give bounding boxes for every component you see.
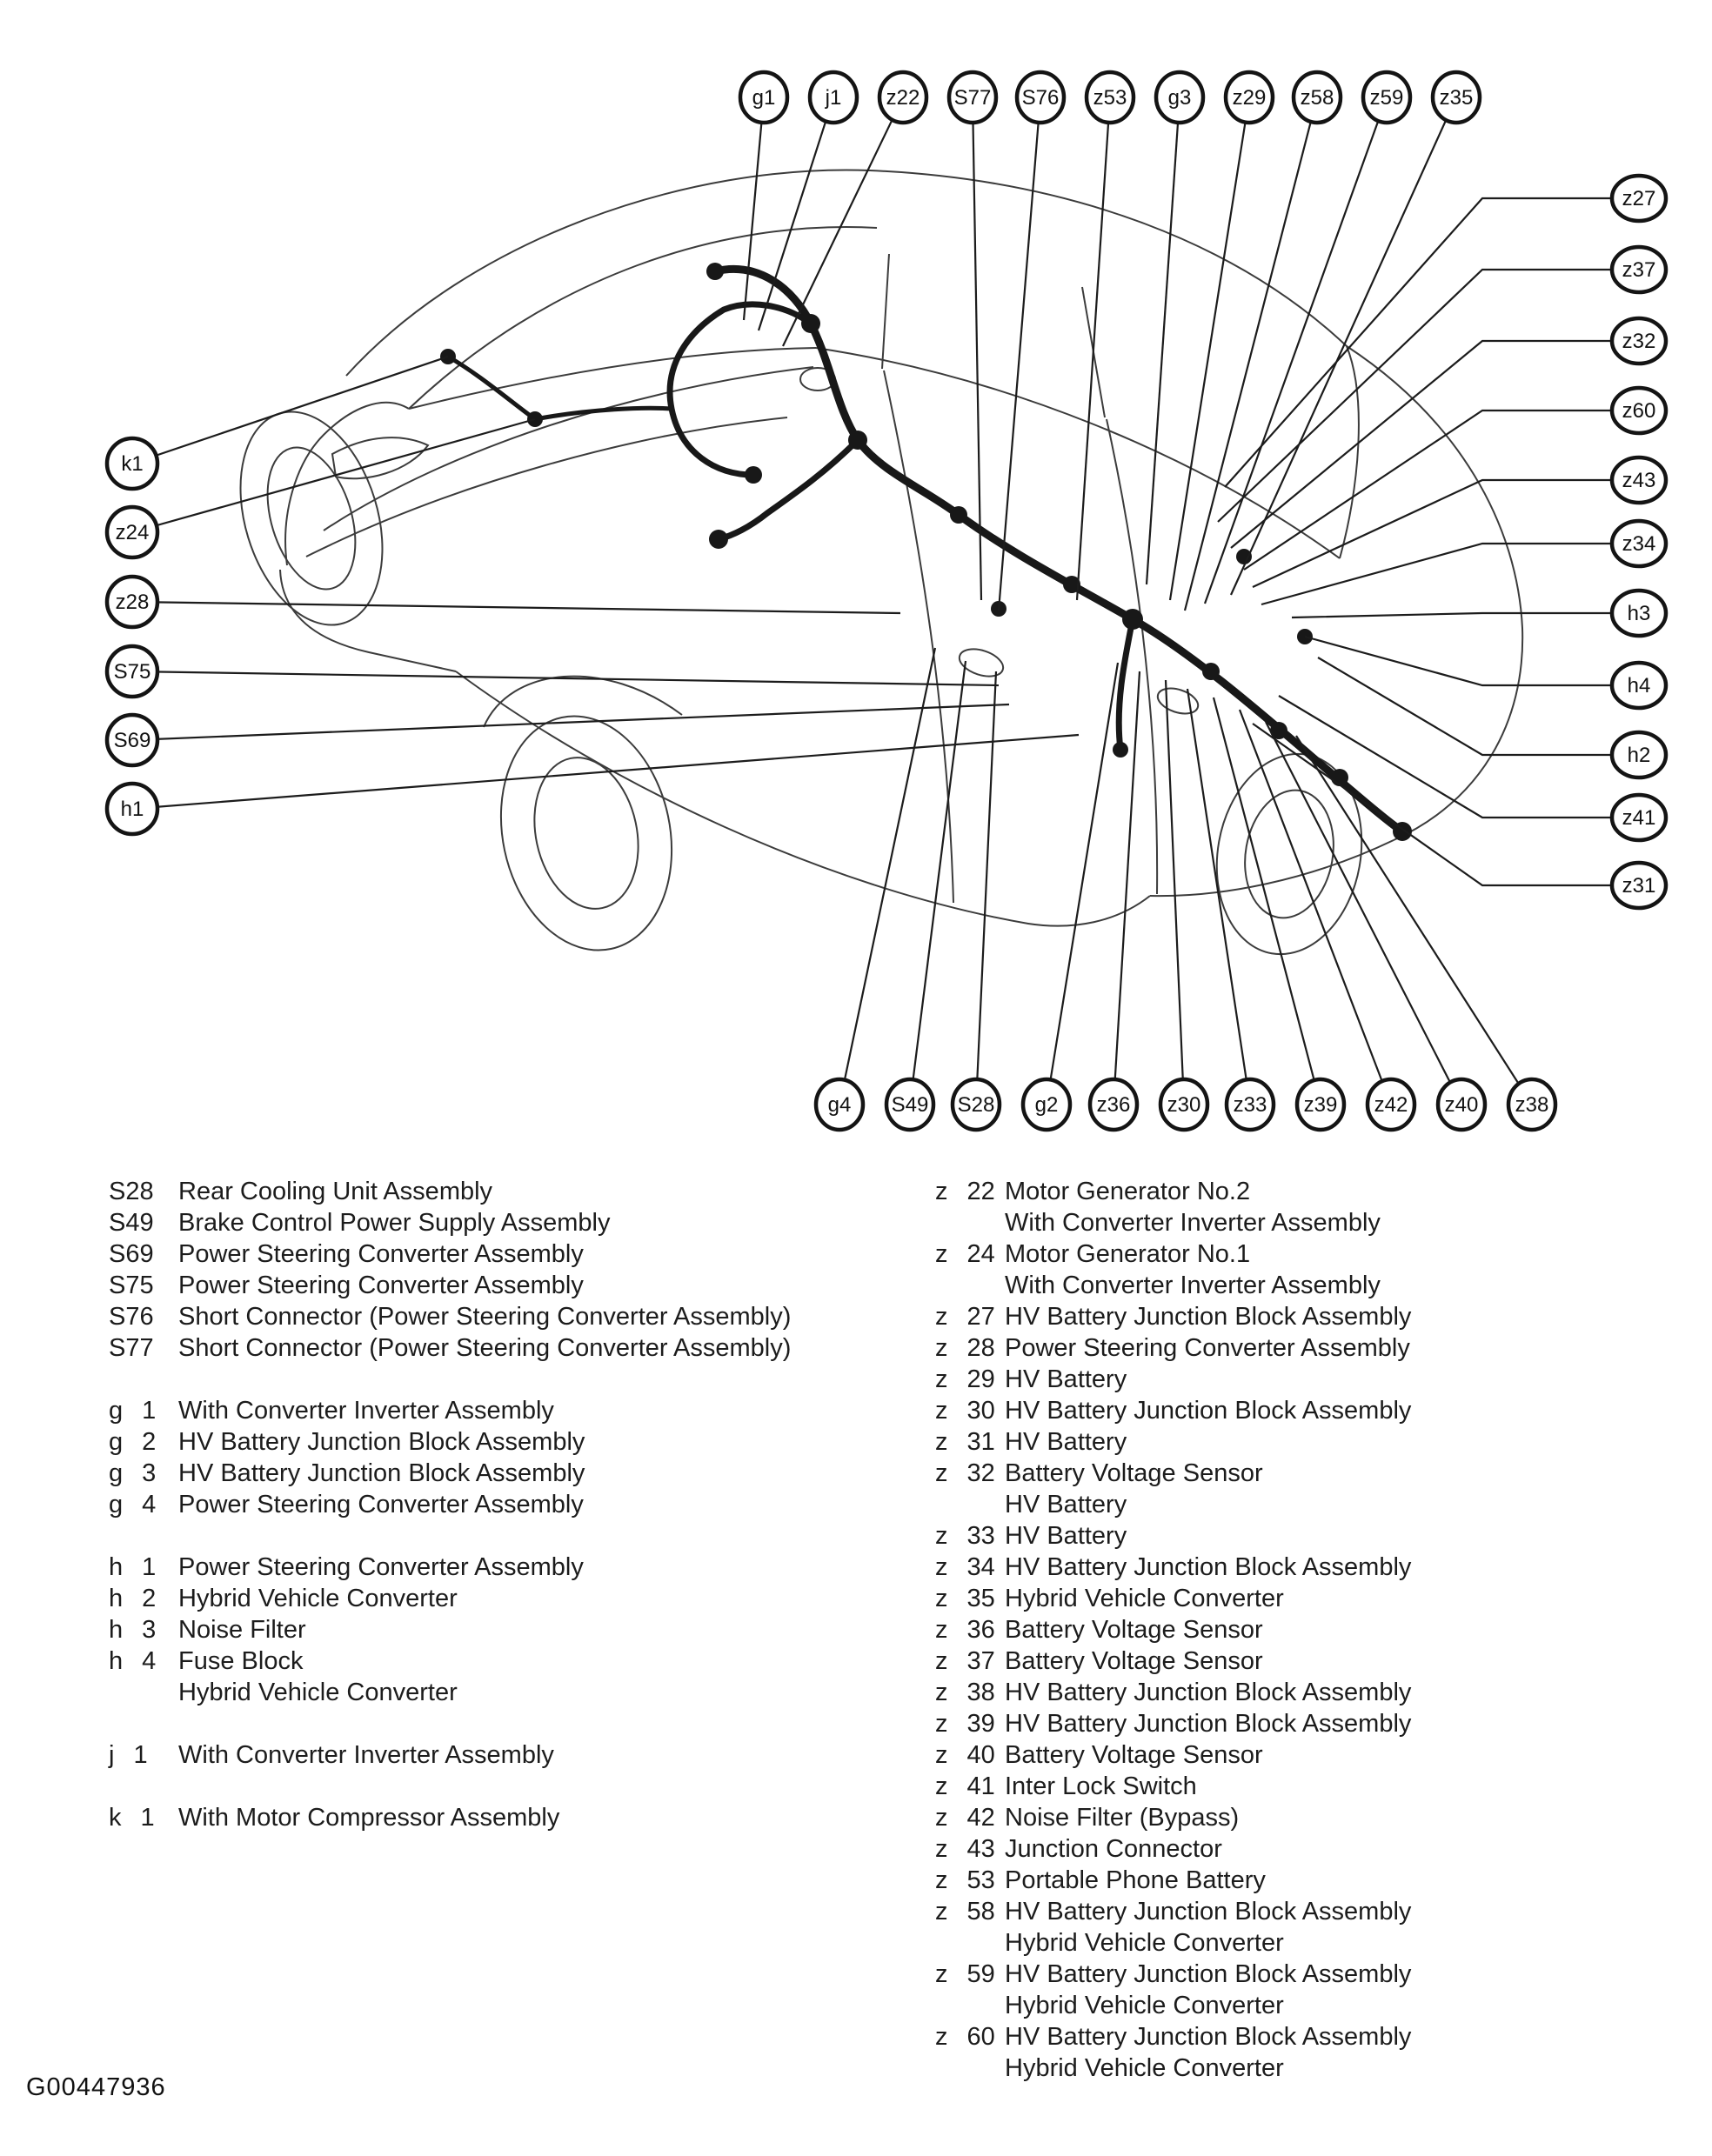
legend-item-desc — [1005, 1332, 1683, 1364]
legend-item-desc-line: Hybrid Vehicle Converter — [178, 1679, 458, 1706]
callout-label-z41: z41 — [1622, 806, 1656, 830]
leader-line-g3 — [1147, 97, 1180, 584]
legend-item-code: h 4 — [109, 1647, 157, 1675]
car-hood-line — [324, 367, 813, 531]
legend-item-desc-line: With Converter Inverter Assembly — [1005, 1272, 1381, 1299]
legend-item — [935, 1677, 1683, 1708]
legend-group — [935, 1176, 1683, 2084]
legend-item-code: z 35 — [935, 1585, 995, 1612]
car-far-wheel-inner — [1235, 783, 1343, 924]
legend-item-desc — [1005, 1520, 1683, 1552]
leader-line-z42 — [1240, 710, 1391, 1105]
legend-item-code: S69 — [109, 1240, 154, 1268]
legend-item — [109, 1270, 892, 1301]
legend-item-desc — [178, 1207, 892, 1238]
legend-item-desc-line: With Converter Inverter Assembly — [178, 1397, 554, 1425]
legend-item — [935, 1364, 1683, 1395]
legend-item-code: h 2 — [109, 1585, 157, 1612]
legend-item-code: S49 — [109, 1209, 154, 1237]
legend-item-code: z 34 — [935, 1553, 995, 1581]
legend-item-desc — [1005, 1865, 1683, 1896]
legend-item-desc-line: HV Battery Junction Block Assembly — [1005, 1553, 1412, 1581]
callout-label-z37: z37 — [1622, 258, 1656, 282]
legend-item — [935, 1771, 1683, 1802]
legend-item — [935, 1614, 1683, 1645]
legend-item — [935, 1896, 1683, 1959]
legend-item-desc-line: Hybrid Vehicle Converter — [1005, 1992, 1284, 2019]
callout-label-j1: j1 — [825, 86, 842, 110]
callout-label-S75: S75 — [113, 660, 151, 684]
harness-branch-engine — [670, 304, 811, 475]
legend-item-desc — [178, 1802, 892, 1833]
harness-branch-rear — [1119, 619, 1133, 750]
legend-item-desc — [178, 1583, 892, 1614]
legend-item-desc-line: HV Battery Junction Block Assembly — [178, 1428, 585, 1456]
legend-group — [109, 1802, 892, 1833]
legend-item-code: z 36 — [935, 1616, 995, 1644]
callout-label-S77: S77 — [953, 86, 992, 110]
legend-item-code: z 58 — [935, 1898, 995, 1926]
legend-item — [109, 1458, 892, 1489]
legend-item-desc-line: Hybrid Vehicle Converter — [1005, 1585, 1284, 1612]
legend-item-desc — [178, 1301, 892, 1332]
legend-item-desc-line: HV Battery Junction Block Assembly — [1005, 2023, 1412, 2051]
leader-line-z39 — [1214, 698, 1321, 1105]
legend-item-desc-line: Hybrid Vehicle Converter — [1005, 2054, 1284, 2082]
legend-item-code: g 2 — [109, 1428, 157, 1456]
legend-item-desc-line: HV Battery Junction Block Assembly — [178, 1459, 585, 1487]
leader-line-z53 — [1077, 97, 1110, 600]
leader-line-S75 — [132, 671, 999, 685]
car-rear-wheel-outer — [480, 700, 692, 966]
legend-left-column — [109, 1176, 892, 1833]
leader-line-z28 — [132, 602, 900, 613]
callout-label-g4: g4 — [827, 1093, 852, 1117]
legend-item — [935, 1176, 1683, 1238]
car-far-wheel-outer — [1201, 743, 1377, 966]
legend-item-code: z 27 — [935, 1303, 995, 1331]
callout-label-z42: z42 — [1374, 1093, 1408, 1117]
leader-line-S69 — [132, 704, 1009, 740]
legend-item-desc — [1005, 1614, 1683, 1645]
legend-item-code: S75 — [109, 1272, 154, 1299]
leader-line-z31 — [1253, 724, 1639, 885]
legend-item-desc — [1005, 1677, 1683, 1708]
legend-item-desc — [178, 1176, 892, 1207]
legend-item-code: h 3 — [109, 1616, 157, 1644]
callout-label-g1: g1 — [752, 86, 776, 110]
callout-label-g3: g3 — [1167, 86, 1192, 110]
callout-label-z43: z43 — [1622, 469, 1656, 492]
callout-label-z40: z40 — [1444, 1093, 1479, 1117]
legend-item — [935, 1865, 1683, 1896]
legend-item — [935, 1708, 1683, 1739]
callout-label-h2: h2 — [1627, 744, 1651, 767]
legend-item-desc — [1005, 1802, 1683, 1833]
leader-line-h3 — [1292, 613, 1639, 617]
legend-item-code: g 1 — [109, 1397, 157, 1425]
legend-item-desc-line: Motor Generator No.1 — [1005, 1240, 1251, 1268]
leader-line-g4 — [839, 648, 935, 1105]
legend-item-code: h 1 — [109, 1553, 157, 1581]
harness-branch-hood — [448, 357, 535, 419]
legend-item-desc — [1005, 1426, 1683, 1458]
legend-item-desc-line: Hybrid Vehicle Converter — [178, 1585, 458, 1612]
legend-item — [109, 1583, 892, 1614]
leader-line-S76 — [999, 97, 1040, 611]
callout-label-z38: z38 — [1515, 1093, 1549, 1117]
legend-item-desc-line: HV Battery Junction Block Assembly — [1005, 1710, 1412, 1738]
legend-item — [935, 1802, 1683, 1833]
legend-item — [935, 1739, 1683, 1771]
legend-item — [109, 1645, 892, 1708]
callout-label-z58: z58 — [1300, 86, 1334, 110]
legend-item-desc — [178, 1270, 892, 1301]
legend-item-desc-line: HV Battery — [1005, 1365, 1127, 1393]
legend-item-desc — [178, 1739, 892, 1771]
legend-item-desc-line: Inter Lock Switch — [1005, 1772, 1197, 1800]
legend-item-desc-line: Battery Voltage Sensor — [1005, 1459, 1263, 1487]
car-drawing — [216, 170, 1522, 965]
callout-label-z35: z35 — [1439, 86, 1474, 110]
callout-label-z28: z28 — [115, 591, 150, 614]
callout-label-z27: z27 — [1622, 187, 1656, 210]
callout-label-S49: S49 — [891, 1093, 929, 1117]
legend-item-code: k 1 — [109, 1804, 155, 1832]
legend-item-desc — [1005, 1896, 1683, 1959]
legend-item — [109, 1301, 892, 1332]
legend-item-desc-line: With Motor Compressor Assembly — [178, 1804, 560, 1832]
leader-line-k1 — [132, 357, 448, 464]
legend-item — [935, 1959, 1683, 2021]
legend-item-desc-line: Junction Connector — [1005, 1835, 1222, 1863]
car-rear-hatch — [1347, 346, 1522, 840]
legend-right-column — [935, 1176, 1683, 2084]
legend-item — [109, 1614, 892, 1645]
legend-item-desc — [178, 1614, 892, 1645]
legend-item-code: z 28 — [935, 1334, 995, 1362]
legend-item-code: z 30 — [935, 1397, 995, 1425]
leader-line-h2 — [1318, 657, 1639, 755]
legend-item-code: z 38 — [935, 1679, 995, 1706]
legend-item-desc — [178, 1332, 892, 1364]
legend-item — [109, 1395, 892, 1426]
legend-item-desc-line: Brake Control Power Supply Assembly — [178, 1209, 611, 1237]
legend-item — [935, 1458, 1683, 1520]
legend-item-desc — [1005, 2021, 1683, 2084]
legend-item-desc — [1005, 1771, 1683, 1802]
car-rear-bumper — [1150, 840, 1394, 896]
legend-item-desc — [1005, 1176, 1683, 1238]
legend-item-code: g 4 — [109, 1491, 157, 1519]
legend-item-desc — [178, 1489, 892, 1520]
leader-line-z34 — [1261, 544, 1639, 604]
leader-line-h1 — [132, 735, 1079, 809]
legend-item-desc — [1005, 1395, 1683, 1426]
legend-item-code: z 39 — [935, 1710, 995, 1738]
legend-item-desc-line: HV Battery Junction Block Assembly — [1005, 1960, 1412, 1988]
car-front-bumper — [280, 570, 456, 671]
legend-group — [109, 1176, 892, 1364]
legend-item-desc — [1005, 1833, 1683, 1865]
legend-group — [109, 1395, 892, 1520]
callout-label-z53: z53 — [1093, 86, 1127, 110]
legend-item-desc-line: Battery Voltage Sensor — [1005, 1741, 1263, 1769]
legend-item-desc-line: Hybrid Vehicle Converter — [1005, 1929, 1284, 1957]
legend-group — [109, 1552, 892, 1708]
callout-label-z31: z31 — [1622, 874, 1656, 898]
legend-item-desc — [178, 1645, 892, 1708]
legend-item-desc — [1005, 1645, 1683, 1677]
legend-item-desc — [1005, 1708, 1683, 1739]
leader-lines — [132, 97, 1639, 1105]
legend-item-desc-line: HV Battery Junction Block Assembly — [1005, 1397, 1412, 1425]
car-rocker-line — [456, 671, 1150, 926]
legend-item-code: z 24 — [935, 1240, 995, 1268]
car-front-wheel-inner — [251, 437, 371, 600]
legend-item — [935, 1301, 1683, 1332]
callout-label-S76: S76 — [1021, 86, 1060, 110]
legend-item-code: S77 — [109, 1334, 154, 1362]
legend-item-desc — [178, 1395, 892, 1426]
legend-item — [109, 1739, 892, 1771]
legend-item-desc-line: Motor Generator No.2 — [1005, 1178, 1251, 1205]
legend-item — [109, 1332, 892, 1364]
leader-line-z41 — [1279, 696, 1639, 818]
callout-label-z39: z39 — [1303, 1093, 1338, 1117]
legend-item — [935, 1552, 1683, 1583]
leader-line-z29 — [1170, 97, 1249, 600]
harness-branch-front — [535, 408, 672, 419]
callout-label-h3: h3 — [1627, 602, 1651, 625]
legend-item-code: S28 — [109, 1178, 154, 1205]
legend-item — [109, 1238, 892, 1270]
legend-item-desc-line: Battery Voltage Sensor — [1005, 1616, 1263, 1644]
legend-item-desc-line: HV Battery — [1005, 1491, 1127, 1519]
legend-item-desc-line: HV Battery Junction Block Assembly — [1005, 1303, 1412, 1331]
leader-line-h4 — [1305, 637, 1639, 685]
car-door-seam-front — [884, 370, 953, 903]
legend-item-code: z 37 — [935, 1647, 995, 1675]
leader-line-z32 — [1231, 341, 1639, 548]
callout-label-S69: S69 — [113, 729, 151, 752]
legend-item — [109, 1207, 892, 1238]
legend-item-desc-line: Noise Filter — [178, 1616, 306, 1644]
legend-item — [109, 1426, 892, 1458]
legend-item-code: j 1 — [109, 1741, 148, 1769]
legend-item-desc-line: HV Battery — [1005, 1428, 1127, 1456]
leader-line-g2 — [1047, 663, 1118, 1105]
car-b-pillar — [882, 254, 889, 369]
legend-item-desc — [1005, 1959, 1683, 2021]
legend-item — [935, 1520, 1683, 1552]
legend-item-desc — [1005, 1552, 1683, 1583]
callout-label-z34: z34 — [1622, 532, 1656, 556]
callout-label-z36: z36 — [1096, 1093, 1131, 1117]
legend-item — [935, 1426, 1683, 1458]
leader-line-z33 — [1187, 689, 1250, 1105]
legend-item-desc-line: Power Steering Converter Assembly — [178, 1553, 584, 1581]
legend-item-desc — [1005, 1301, 1683, 1332]
legend-item-desc-line: Short Connector (Power Steering Converter Assembly) — [178, 1334, 792, 1362]
legend-item — [935, 1238, 1683, 1301]
callout-label-z32: z32 — [1622, 330, 1656, 353]
legend-item-code: z 33 — [935, 1522, 995, 1550]
harness-connectors — [440, 263, 1412, 841]
legend-item-desc — [1005, 1238, 1683, 1301]
legend-item-code: z 60 — [935, 2023, 995, 2051]
callout-label-h4: h4 — [1627, 674, 1651, 698]
legend-item-code: z 31 — [935, 1428, 995, 1456]
leader-line-g1 — [744, 97, 764, 320]
legend-item — [109, 1176, 892, 1207]
legend-item-code: g 3 — [109, 1459, 157, 1487]
car-door-seam-rear — [1107, 419, 1157, 894]
legend-item-desc — [1005, 1583, 1683, 1614]
callout-label-z30: z30 — [1167, 1093, 1201, 1117]
legend-item-desc — [178, 1426, 892, 1458]
legend-item-desc-line: Power Steering Converter Assembly — [1005, 1334, 1410, 1362]
callout-label-z33: z33 — [1233, 1093, 1267, 1117]
legend-item-code: z 29 — [935, 1365, 995, 1393]
callout-label-z60: z60 — [1622, 399, 1656, 423]
leader-line-z30 — [1166, 680, 1184, 1105]
legend-item-desc-line: With Converter Inverter Assembly — [178, 1741, 554, 1769]
legend-item-code: z 41 — [935, 1772, 995, 1800]
leader-line-S28 — [976, 671, 996, 1105]
legend-item — [935, 1583, 1683, 1614]
doc-id: G00447936 — [26, 2073, 166, 2101]
legend-item — [109, 1489, 892, 1520]
legend-item-desc-line: With Converter Inverter Assembly — [1005, 1209, 1381, 1237]
legend-item-desc-line: Fuse Block — [178, 1647, 304, 1675]
legend-item-desc-line: Portable Phone Battery — [1005, 1866, 1266, 1894]
legend-item — [935, 2021, 1683, 2084]
wiring-harness — [440, 263, 1412, 841]
legend-item-desc-line: HV Battery Junction Block Assembly — [1005, 1679, 1412, 1706]
harness-branch-cowl — [719, 440, 858, 539]
callout-label-z24: z24 — [115, 521, 150, 544]
harness-main — [715, 269, 1402, 831]
legend-item-desc — [178, 1552, 892, 1583]
legend-item-code: z 43 — [935, 1835, 995, 1863]
legend-item-code: z 40 — [935, 1741, 995, 1769]
legend-item-desc-line: Power Steering Converter Assembly — [178, 1240, 584, 1268]
legend-item-desc-line: HV Battery — [1005, 1522, 1127, 1550]
legend-item-code: z 42 — [935, 1804, 995, 1832]
legend-item-desc-line: Battery Voltage Sensor — [1005, 1647, 1263, 1675]
callout-label-z22: z22 — [886, 86, 920, 110]
car-rear-pillar — [1340, 346, 1359, 558]
legend-item — [109, 1552, 892, 1583]
legend-item-desc — [1005, 1458, 1683, 1520]
legend-item-code: z 59 — [935, 1960, 995, 1988]
callout-label-k1: k1 — [121, 452, 144, 476]
legend-item-desc — [1005, 1364, 1683, 1395]
legend-item — [109, 1802, 892, 1833]
leader-line-z40 — [1266, 722, 1461, 1105]
legend-item — [935, 1395, 1683, 1426]
legend-item-desc-line: HV Battery Junction Block Assembly — [1005, 1898, 1412, 1926]
legend-item-code: z 32 — [935, 1459, 995, 1487]
legend-item-desc — [178, 1238, 892, 1270]
legend-item-code: S76 — [109, 1303, 154, 1331]
callout-label-h1: h1 — [120, 798, 144, 821]
legend-item — [935, 1332, 1683, 1364]
legend-item-desc-line: Power Steering Converter Assembly — [178, 1272, 584, 1299]
leader-line-z24 — [132, 419, 535, 532]
callout-label-z29: z29 — [1232, 86, 1267, 110]
legend-item-desc-line: Power Steering Converter Assembly — [178, 1491, 584, 1519]
car-roof-line — [346, 170, 1347, 376]
legend-item-desc — [178, 1458, 892, 1489]
legend-item-desc — [1005, 1739, 1683, 1771]
leader-line-z38 — [1296, 736, 1532, 1105]
legend-item-desc-line: Rear Cooling Unit Assembly — [178, 1178, 493, 1205]
legend-item-code: z 22 — [935, 1178, 995, 1205]
legend-item — [935, 1833, 1683, 1865]
legend-item — [935, 1645, 1683, 1677]
legend-item-desc-line: Short Connector (Power Steering Converter Assembly) — [178, 1303, 792, 1331]
callout-label-S28: S28 — [957, 1093, 995, 1117]
legend-group — [109, 1739, 892, 1771]
car-door-handle-rear — [1154, 684, 1201, 718]
legend-item-desc-line: Noise Filter (Bypass) — [1005, 1804, 1240, 1832]
legend-item-code: z 53 — [935, 1866, 995, 1894]
callout-circles — [107, 72, 1666, 1130]
leader-line-z43 — [1253, 480, 1639, 587]
callout-label-z59: z59 — [1369, 86, 1404, 110]
callout-label-g2: g2 — [1034, 1093, 1059, 1117]
